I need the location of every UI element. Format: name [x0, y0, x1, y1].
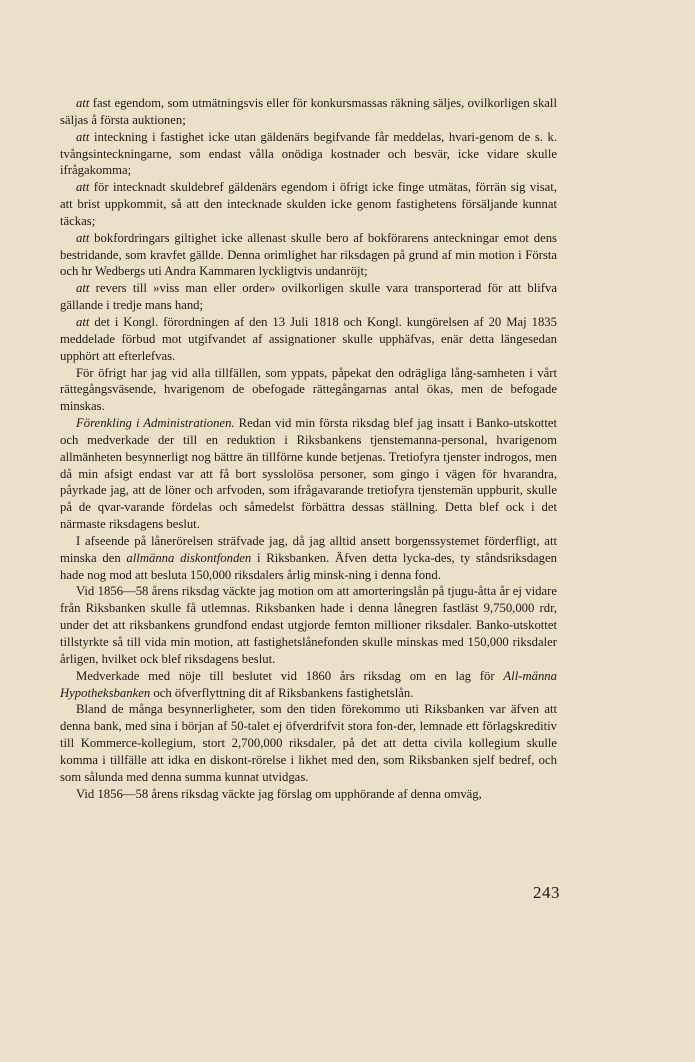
italic-run: att — [76, 314, 90, 329]
text-run: och öfverflyttning dit af Riksbankens fastighetslån. — [150, 685, 414, 700]
paragraph — [60, 95, 557, 129]
italic-run: att — [76, 230, 90, 245]
paragraph — [60, 314, 557, 365]
italic-run: att — [76, 180, 90, 195]
paragraph — [60, 583, 557, 667]
paragraph — [60, 701, 557, 785]
page-number: 243 — [533, 883, 560, 902]
text-run: I afseende på lånerörelsen sträfvade jag, då jag alltid ansett borgenssystemet förderfligt, att minska den — [60, 533, 557, 565]
paragraph — [60, 533, 557, 584]
paragraph — [60, 179, 557, 230]
text-run: inteckning i fastighet icke utan gäldenärs begifvande får meddelas, hvari-genom de s. k. tvångsinteckningarne, som endast vålla onödiga kostnader och besvär, icke vidare skulle ifrågakomma; — [60, 129, 557, 178]
text-run: Vid 1856—58 årens riksdag väckte jag förslag om upphörande af denna omväg, — [76, 786, 482, 801]
text-run: i Riksbanken. Äfven detta lycka-des, ty ståndsriksdagen hade nog mod att besluta 150,000 riksdalers årlig minsk-ning i denna fond. — [60, 550, 557, 582]
paragraph — [60, 668, 557, 702]
italic-run: All-männa Hypotheksbanken — [60, 668, 557, 700]
text-run: Vid 1856—58 årens riksdag väckte jag motion om att amorteringslån på tjugu-åtta år ej vidare från Riksbanken skulle få utlemnas. Riksbanken hade i denna lånegren fastläst 9,750,000 rdr, under det att riksbankens grundfond endast utgjorde femton millioner riksdaler. Banko-utskottet tillstyrkte så till vida min motion, att fastighetslånefonden skulle minskas med 150,000 riksdaler årligen, hvilket ock blef riksdagens beslut. — [60, 584, 557, 666]
text-run: Bland de många besynnerligheter, som den tiden förekommo uti Riksbanken var äfven att denna bank, med sina i början af 50-talet ej öfverdrifvit stora fon-der, lemnade ett förlagskreditiv till Kommerce-kollegium, stort 2,700,000 riksdaler, på det att detta civila kollegium skulle komma i tillfälle att idka en diskont-rörelse i likhet med den, som Riksbanken sjelf bedref, och som sålunda med denna summa kunnat utvidgas. — [60, 702, 557, 784]
italic-run: att — [76, 96, 90, 110]
italic-run: Förenkling i Administrationen. — [76, 416, 235, 431]
paragraph — [60, 365, 557, 416]
paragraph — [60, 415, 557, 533]
paragraph — [60, 786, 557, 803]
text-run: Redan vid min första riksdag blef jag insatt i Banko-utskottet och medverkade der till en reduktion i Riksbankens tjenstemanna-personal, hvarigenom allmänheten besynnerligt nog bättre än tillförne kunde betjenas. Tretiofyra tjenster indrogos, men då min afsigt endast var att få bort sysslolösa personer, som gingo i vägen för hvarandra, påyrkade jag, att de löner och arfvoden, som ifrågavarande tretiofyra tjenstemän uppburit, skulle på de qvar-varande fördelas och såmedelst förbättra dessas ställning. Detta blef ock i det närmaste riksdagens beslut. — [60, 416, 558, 532]
text-run: För öfrigt har jag vid alla tillfällen, som yppats, påpekat den odrägliga lång-samheten i vårt rättegångsväsende, hvarigenom de obefogade rättegångarnas antal ökas, men de befogade minskas. — [60, 365, 557, 414]
text-run: Medverkade med nöje till beslutet vid 1860 års riksdag om en lag för — [76, 668, 504, 683]
paragraph — [60, 280, 557, 314]
body-text — [60, 95, 557, 802]
text-run: revers till »viss man eller order» ovilkorligen skulle vara transporterad för att blifva gällande i tredje mans hand; — [60, 281, 557, 313]
italic-run: att — [76, 281, 90, 296]
italic-run: att — [76, 129, 90, 144]
paragraph — [60, 129, 557, 180]
text-run: bokfordringars giltighet icke allenast skulle bero af bokförarens anteckningar emot dens bestridande, som kravfet gällde. Denna orimlighet har riksdagen på grund af min motion i Första och hr Wedbergs uti Andra Kammaren lyckligtvis undanröjt; — [60, 230, 557, 279]
paragraph — [60, 230, 557, 281]
text-run: det i Kongl. förordningen af den 13 Juli 1818 och Kongl. kungörelsen af 20 Maj 1835 meddelade förbud mot utgifvandet af assignationer skulle upphäfvas, enär detta längesedan upphört att efterlefvas. — [60, 314, 557, 363]
text-run: fast egendom, som utmätningsvis eller för konkursmassas räkning säljes, ovilkorligen skall säljas å första auktionen; — [60, 96, 557, 127]
italic-run: allmänna diskontfonden — [126, 550, 252, 565]
text-run: för intecknadt skuldebref gäldenärs egendom i öfrigt icke finge utmätas, förrän sig visat, att brist uppkommit, så att den intecknade skulden icke genom fastighetens försäljande kunnat täckas; — [60, 180, 557, 228]
